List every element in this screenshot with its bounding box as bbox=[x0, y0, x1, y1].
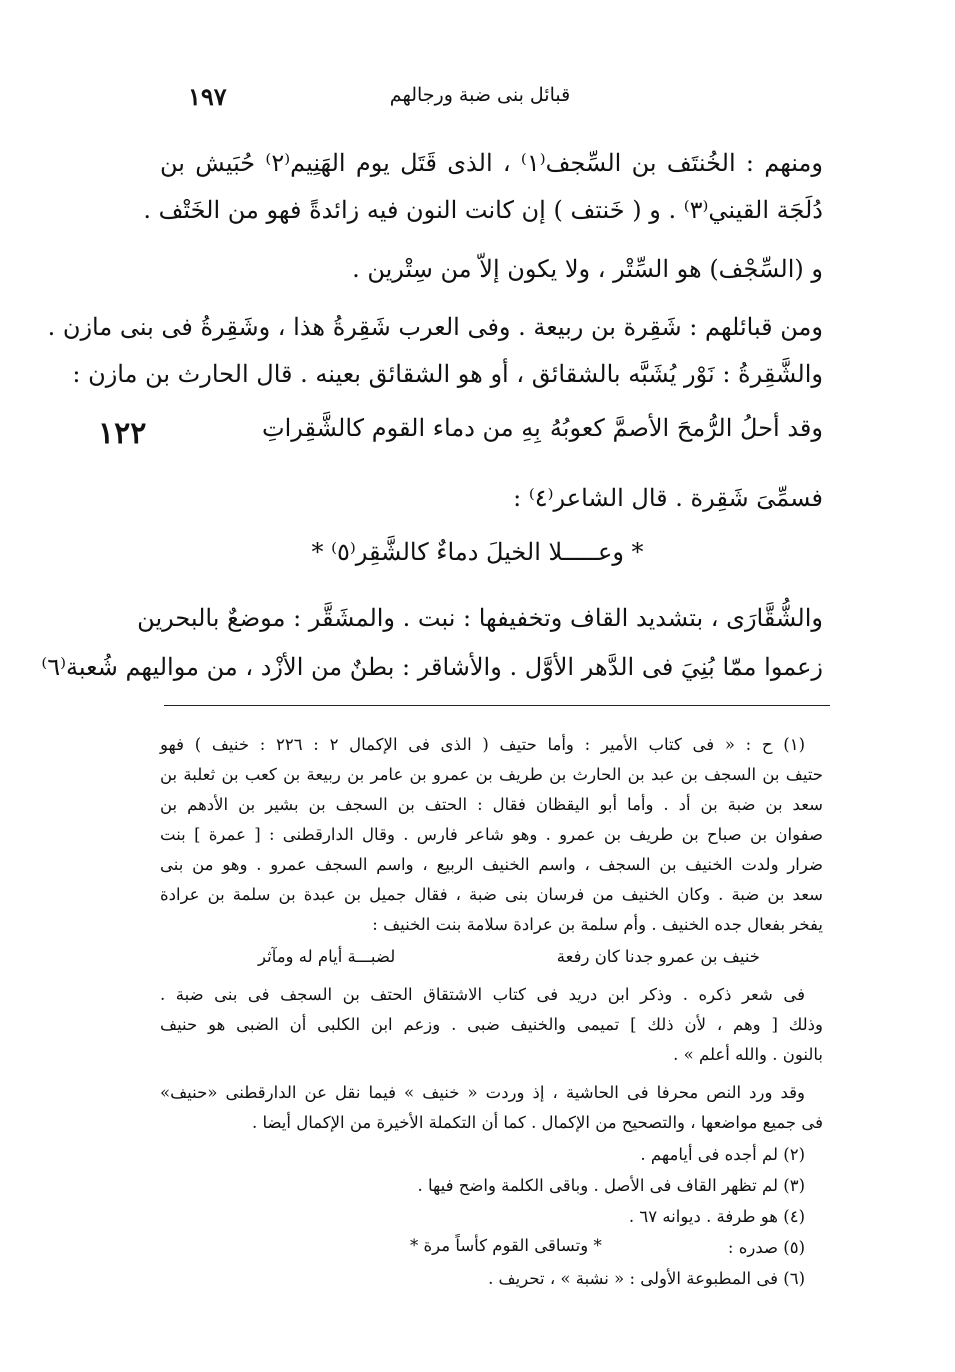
footnote-3: (٣) لم تظهر القاف فى الأصل . وباقى الكلمة واضح فيها . bbox=[417, 1176, 805, 1195]
footnote-line: وذلك [ وهم ، لأن ذلك ] تميمى والخنيف ضبى . وزعم ابن الكلبى أن الضبى هو حنيف bbox=[160, 1015, 823, 1034]
footnote-line: بالنون . والله أعلم » . bbox=[673, 1045, 823, 1064]
footnote-line: صفوان بن صباح بن طريف بن عمرو . وهو شاعر فارس . وقال الدارقطنى : [ عمرة ] بنت bbox=[160, 825, 823, 844]
footnote-verse-second: لضبـــة أيام له ومآثر bbox=[258, 947, 396, 966]
body-line: زعموا ممّا بُنِيَ فى الدَّهر الأوَّل . والأشاقر : بطنٌ من الأزْد ، من مواليهم شُعبة⁽٦⁾ bbox=[41, 653, 823, 681]
footnote-line: ضرار ولدت الخنيف بن السجف ، واسم الخنيف الربيع ، واسم السجف عمرو . وهو من بنى bbox=[160, 855, 823, 874]
footnote-line: سعد بن ضبة . وكان الخنيف من فرسان بنى ضبة ، فقال جميل بن عبدة بن سلمة بن عرادة bbox=[160, 885, 823, 904]
footnote-line: حتيف بن السجف بن عبد بن الحارث بن طريف بن عمرو بن عامر بن ربيعة بن كعب بن ثعلبة بن bbox=[160, 765, 823, 784]
footnote-line: (١) ح : « فى كتاب الأمير : وأما حتيف ( الذى فى الإكمال ٢ : ٢٢٦ : خنيف ) فهو bbox=[160, 735, 805, 754]
verse-quote: * وعـــــلا الخيلَ دماءٌ كالشَّقِر⁽٥⁾ * bbox=[311, 538, 644, 566]
body-line: ومنهم : الخُنتَف بن السِّجف⁽١⁾ ، الذى قَتَل يوم الهَنِيم⁽٢⁾ حُبَيش بن bbox=[160, 149, 823, 177]
body-line: والشَّقِرةُ : نَوْر يُشَبَّه بالشقائق ، أو هو الشقائق بعينه . قال الحارث بن مازن : bbox=[72, 360, 823, 388]
footnote-verse-first: خنيف بن عمرو جدنا كان رفعة bbox=[556, 947, 760, 966]
verse-first-hemistich: وقد أحلُ الرُّمحَ الأصمَّ كعوبُهُ bbox=[549, 414, 823, 442]
footnote-line: فى شعر ذكره . وذكر ابن دريد فى كتاب الاشتقاق الحتف بن السجف فى بنى ضبة . bbox=[160, 985, 805, 1004]
footnote-line: يفخر بفعال جده الخنيف . وأم سلمة بن عرادة سلامة بنت الخنيف : bbox=[372, 915, 823, 934]
margin-page-number: ١٢٢ bbox=[98, 416, 147, 451]
body-line: فسمِّىَ شَقِرة . قال الشاعر⁽٤⁾ : bbox=[513, 484, 823, 512]
footnote-5-verse: * وتساقى القوم كأساً مرة * bbox=[410, 1236, 602, 1255]
footnote-line: سعد بن ضبة بن أد . وأما أبو اليقظان فقال : الحتف بن السجف بن بشير بن الأدهم بن bbox=[160, 795, 823, 814]
body-line: دُلَجَة القيني⁽٣⁾ . و ( خَنتف ) إن كانت النون فيه زائدةً فهو من الخَتْف . bbox=[143, 196, 823, 224]
footnote-5-label: (٥) صدره : bbox=[727, 1238, 805, 1257]
running-title: قبائل بنى ضبة ورجالهم bbox=[389, 84, 571, 106]
footnote-2: (٢) لم أجده فى أيامهم . bbox=[640, 1145, 805, 1164]
footnote-4: (٤) هو طرفة . ديوانه ٦٧ . bbox=[628, 1207, 805, 1226]
footnote-note-line: وقد ورد النص محرفا فى الحاشية ، إذ وردت « خنيف » فيما نقل عن الدارقطنى «حنيف» bbox=[160, 1083, 805, 1102]
verse-second-hemistich: بِهِ من دماء القوم كالشَّقِراتِ bbox=[262, 414, 541, 442]
footnote-note-line: فى جميع مواضعها ، والتصحيح من الإكمال . كما أن التكملة الأخيرة من الإكمال أيضا . bbox=[251, 1113, 823, 1132]
page-number: ١٩٧ bbox=[188, 82, 227, 111]
footnote-6: (٦) فى المطبوعة الأولى : « نشبة » ، تحريف . bbox=[488, 1269, 805, 1288]
body-line: والشُّقَّارَى ، بتشديد القاف وتخفيفها : نبت . والمشَقَّر : موضعٌ بالبحرين bbox=[137, 604, 823, 632]
body-line: ومن قبائلهم : شَقِرة بن ربيعة . وفى العرب شَقِرةُ هذا ، وشَقِرةُ فى بنى مازن . bbox=[47, 313, 823, 341]
body-line: و (السِّجْف) هو السِّتْر ، ولا يكون إلاّ من سِتْرين . bbox=[352, 255, 823, 283]
footnote-divider bbox=[164, 705, 830, 706]
